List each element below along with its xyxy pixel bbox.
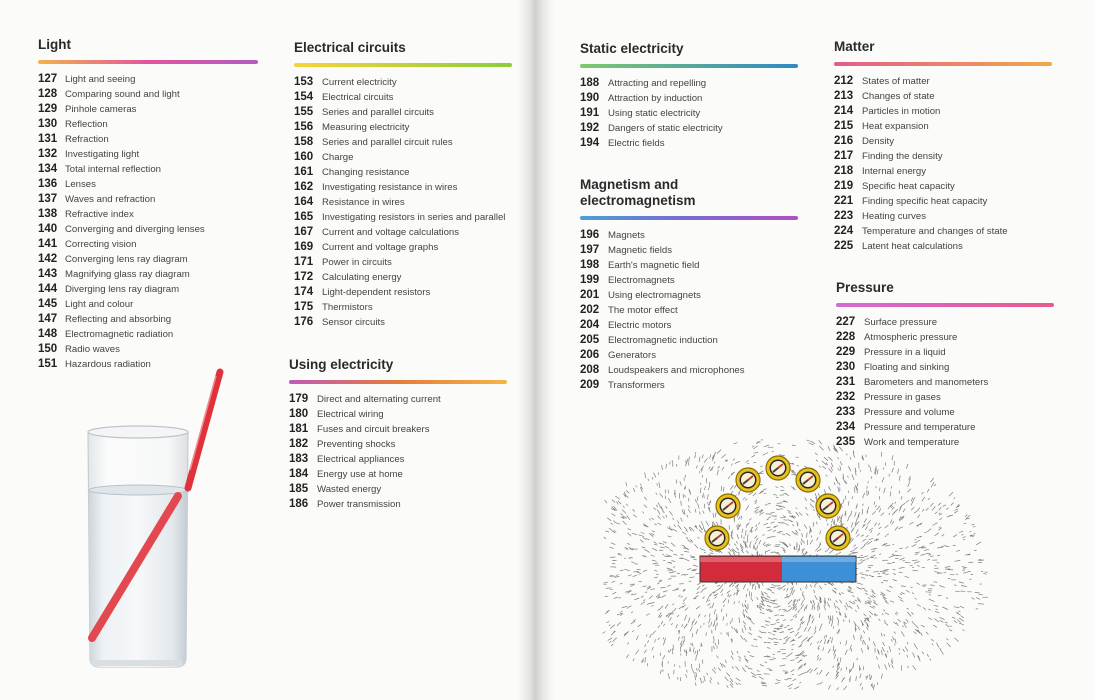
toc-entry [834, 90, 1052, 105]
toc-page-number: 171 [294, 256, 314, 268]
toc-page-number: 180 [289, 408, 309, 420]
toc-topic: Attraction by induction [608, 93, 703, 104]
compass-icon [826, 526, 850, 550]
toc-page-number: 231 [836, 376, 856, 388]
book-gutter [518, 0, 554, 700]
toc-topic: Investigating resistors in series and parallel [322, 212, 506, 223]
section-rule-using-electricity [289, 380, 507, 384]
toc-entry [289, 423, 507, 438]
toc-topic: Waves and refraction [65, 194, 156, 205]
toc-topic: Direct and alternating current [317, 394, 441, 405]
toc-page-number: 181 [289, 423, 309, 435]
section-light [38, 37, 258, 373]
toc-topic: Finding the density [862, 151, 943, 162]
toc-page-number: 129 [38, 103, 58, 115]
toc-topic: Power in circuits [322, 257, 392, 268]
toc-entry [834, 165, 1052, 180]
toc-topic: Dangers of static electricity [608, 123, 723, 134]
toc-entry [289, 438, 507, 453]
toc-entry [38, 328, 258, 343]
toc-topic: Electrical appliances [317, 454, 405, 465]
toc-entry [836, 316, 1054, 331]
toc-topic: Resistance in wires [322, 197, 405, 208]
toc-topic: Sensor circuits [322, 317, 385, 328]
toc-topic: States of matter [862, 76, 930, 87]
toc-page-number: 201 [580, 289, 600, 301]
toc-entry [580, 364, 798, 379]
toc-entry [580, 229, 798, 244]
toc-topic: Magnetic fields [608, 245, 672, 256]
toc-topic: Wasted energy [317, 484, 382, 495]
toc-page-number: 182 [289, 438, 309, 450]
magnet-field-illustration [600, 430, 1010, 690]
toc-entry [294, 181, 512, 196]
toc-topic: Internal energy [862, 166, 926, 177]
toc-page-number: 219 [834, 180, 854, 192]
toc-topic: Correcting vision [65, 239, 137, 250]
toc-entry [580, 334, 798, 349]
toc-entry [580, 122, 798, 137]
section-title-pressure: Pressure [836, 280, 894, 295]
toc-topic: Refractive index [65, 209, 134, 220]
toc-topic: Pressure and volume [864, 407, 955, 418]
toc-topic: Comparing sound and light [65, 89, 180, 100]
toc-topic: Total internal reflection [65, 164, 161, 175]
toc-page-number: 145 [38, 298, 58, 310]
toc-page-number: 169 [294, 241, 314, 253]
toc-page-number: 147 [38, 313, 58, 325]
toc-entry [289, 483, 507, 498]
toc-entry [38, 283, 258, 298]
toc-entry [38, 238, 258, 253]
toc-page-number: 223 [834, 210, 854, 222]
toc-page-number: 151 [38, 358, 58, 370]
toc-page-number: 141 [38, 238, 58, 250]
toc-entry [289, 498, 507, 513]
toc-page-number: 225 [834, 240, 854, 252]
toc-entry [38, 88, 258, 103]
toc-page-number: 213 [834, 90, 854, 102]
toc-page-number: 154 [294, 91, 314, 103]
toc-page-number: 217 [834, 150, 854, 162]
toc-page-number: 214 [834, 105, 854, 117]
toc-topic: Specific heat capacity [862, 181, 955, 192]
toc-list-using-electricity [289, 393, 507, 513]
toc-topic: Electric fields [608, 138, 665, 149]
section-rule-magnetism [580, 216, 798, 220]
toc-entry [294, 226, 512, 241]
toc-entry [294, 91, 512, 106]
toc-topic: Electric motors [608, 320, 672, 331]
section-title-electrical-circuits: Electrical circuits [294, 40, 406, 55]
toc-page-number: 143 [38, 268, 58, 280]
toc-topic: Series and parallel circuit rules [322, 137, 453, 148]
section-title-matter: Matter [834, 39, 875, 54]
toc-topic: Barometers and manometers [864, 377, 989, 388]
toc-entry [580, 137, 798, 152]
toc-page-number: 127 [38, 73, 58, 85]
toc-page-number: 212 [834, 75, 854, 87]
toc-topic: Changing resistance [322, 167, 410, 178]
toc-entry [38, 163, 258, 178]
toc-entry [294, 211, 512, 226]
toc-topic: Converging and diverging lenses [65, 224, 205, 235]
toc-page-number: 138 [38, 208, 58, 220]
toc-topic: Reflecting and absorbing [65, 314, 172, 325]
toc-page-number: 227 [836, 316, 856, 328]
section-title-static-electricity: Static electricity [580, 41, 684, 56]
compass-icon [766, 456, 790, 480]
toc-topic: Electrical circuits [322, 92, 394, 103]
toc-page-number: 199 [580, 274, 600, 286]
toc-page-number: 142 [38, 253, 58, 265]
compass-icon [716, 494, 740, 518]
toc-page-number: 144 [38, 283, 58, 295]
toc-entry [38, 148, 258, 163]
toc-page-number: 229 [836, 346, 856, 358]
toc-topic: Work and temperature [864, 437, 960, 448]
toc-page-number: 179 [289, 393, 309, 405]
toc-page-number: 156 [294, 121, 314, 133]
toc-topic: Attracting and repelling [608, 78, 707, 89]
toc-entry [38, 178, 258, 193]
toc-list-matter [834, 75, 1052, 255]
toc-entry [580, 259, 798, 274]
toc-topic: Surface pressure [864, 317, 938, 328]
toc-topic: Latent heat calculations [862, 241, 963, 252]
toc-entry [836, 406, 1054, 421]
toc-page-number: 134 [38, 163, 58, 175]
section-rule-pressure [836, 303, 1054, 307]
toc-entry [834, 75, 1052, 90]
toc-topic: Fuses and circuit breakers [317, 424, 430, 435]
toc-topic: Magnifying glass ray diagram [65, 269, 190, 280]
toc-page-number: 197 [580, 244, 600, 256]
section-rule-electrical-circuits [294, 63, 512, 67]
toc-entry [834, 210, 1052, 225]
toc-page-number: 155 [294, 106, 314, 118]
toc-topic: Magnets [608, 230, 645, 241]
toc-topic: Atmospheric pressure [864, 332, 958, 343]
toc-topic: Current and voltage calculations [322, 227, 460, 238]
toc-entry [580, 107, 798, 122]
toc-topic: Temperature and changes of state [862, 226, 1008, 237]
toc-entry [834, 195, 1052, 210]
toc-entry [294, 286, 512, 301]
toc-entry [294, 121, 512, 136]
toc-page-number: 186 [289, 498, 309, 510]
toc-topic: Floating and sinking [864, 362, 950, 373]
toc-entry [836, 346, 1054, 361]
toc-page-number: 209 [580, 379, 600, 391]
toc-topic: Calculating energy [322, 272, 402, 283]
toc-topic: Electrical wiring [317, 409, 384, 420]
toc-entry [834, 150, 1052, 165]
toc-topic: Generators [608, 350, 656, 361]
toc-page-number: 184 [289, 468, 309, 480]
toc-topic: Pinhole cameras [65, 104, 137, 115]
toc-entry [294, 151, 512, 166]
toc-topic: Radio waves [65, 344, 120, 355]
toc-page-number: 221 [834, 195, 854, 207]
toc-page-number: 206 [580, 349, 600, 361]
toc-page-number: 185 [289, 483, 309, 495]
toc-entry [38, 208, 258, 223]
toc-page-number: 228 [836, 331, 856, 343]
toc-page-number: 165 [294, 211, 314, 223]
toc-page-number: 174 [294, 286, 314, 298]
toc-topic: Density [862, 136, 894, 147]
toc-topic: Reflection [65, 119, 108, 130]
toc-topic: Investigating resistance in wires [322, 182, 458, 193]
toc-list-electrical-circuits [294, 76, 512, 331]
toc-topic: Pressure in gases [864, 392, 941, 403]
toc-page-number: 176 [294, 316, 314, 328]
toc-page-number: 235 [836, 436, 856, 448]
toc-topic: Transformers [608, 380, 665, 391]
toc-topic: Electromagnetic induction [608, 335, 718, 346]
toc-page-number: 192 [580, 122, 600, 134]
toc-page-number: 158 [294, 136, 314, 148]
toc-page-number: 162 [294, 181, 314, 193]
toc-page-number: 137 [38, 193, 58, 205]
toc-topic: Current electricity [322, 77, 397, 88]
toc-topic: Light and seeing [65, 74, 136, 85]
toc-page-number: 183 [289, 453, 309, 465]
toc-page-number: 224 [834, 225, 854, 237]
toc-entry [38, 133, 258, 148]
toc-page-number: 216 [834, 135, 854, 147]
toc-page-number: 153 [294, 76, 314, 88]
toc-page-number: 205 [580, 334, 600, 346]
toc-entry [294, 301, 512, 316]
toc-page-number: 175 [294, 301, 314, 313]
toc-page-number: 161 [294, 166, 314, 178]
toc-topic: Measuring electricity [322, 122, 410, 133]
toc-page-number: 164 [294, 196, 314, 208]
section-title-light: Light [38, 37, 71, 52]
toc-topic: The motor effect [608, 305, 678, 316]
compass-icon [796, 468, 820, 492]
toc-topic: Investigating light [65, 149, 140, 160]
toc-topic: Changes of state [862, 91, 935, 102]
toc-entry [580, 304, 798, 319]
toc-page-number: 148 [38, 328, 58, 340]
toc-topic: Diverging lens ray diagram [65, 284, 180, 295]
toc-entry [580, 319, 798, 334]
toc-page-number: 194 [580, 137, 600, 149]
toc-topic: Electromagnets [608, 275, 675, 286]
toc-page-number: 130 [38, 118, 58, 130]
toc-topic: Finding specific heat capacity [862, 196, 988, 207]
toc-entry [580, 77, 798, 92]
toc-entry [834, 240, 1052, 255]
toc-entry [836, 331, 1054, 346]
toc-entry [294, 136, 512, 151]
toc-topic: Particles in motion [862, 106, 941, 117]
toc-page-number: 204 [580, 319, 600, 331]
toc-topic: Using static electricity [608, 108, 701, 119]
toc-page-number: 150 [38, 343, 58, 355]
section-pressure [836, 280, 1054, 451]
toc-topic: Using electromagnets [608, 290, 701, 301]
toc-page-number: 136 [38, 178, 58, 190]
section-rule-matter [834, 62, 1052, 66]
toc-page-number: 208 [580, 364, 600, 376]
toc-page-number: 140 [38, 223, 58, 235]
toc-topic: Light-dependent resistors [322, 287, 431, 298]
toc-topic: Thermistors [322, 302, 373, 313]
toc-topic: Power transmission [317, 499, 401, 510]
toc-entry [294, 166, 512, 181]
toc-topic: Converging lens ray diagram [65, 254, 188, 265]
toc-entry [834, 180, 1052, 195]
toc-page-number: 198 [580, 259, 600, 271]
toc-entry [38, 193, 258, 208]
toc-page-number: 202 [580, 304, 600, 316]
toc-entry [836, 376, 1054, 391]
toc-entry [580, 244, 798, 259]
toc-entry [38, 73, 258, 88]
section-using-electricity [289, 357, 507, 513]
toc-page-number: 215 [834, 120, 854, 132]
toc-entry [38, 118, 258, 133]
toc-entry [38, 268, 258, 283]
compass-icon [816, 494, 840, 518]
toc-entry [580, 379, 798, 394]
toc-entry [289, 408, 507, 423]
toc-page-number: 191 [580, 107, 600, 119]
toc-topic: Lenses [65, 179, 96, 190]
section-title-magnetism: Magnetism and electromagnetism [580, 177, 696, 208]
section-magnetism [580, 177, 798, 394]
section-title-using-electricity: Using electricity [289, 357, 394, 372]
toc-topic: Preventing shocks [317, 439, 396, 450]
toc-entry [38, 103, 258, 118]
toc-page-number: 234 [836, 421, 856, 433]
toc-page-number: 131 [38, 133, 58, 145]
glass-icon [88, 426, 188, 667]
toc-entry [580, 92, 798, 107]
section-static-electricity [580, 41, 798, 152]
toc-entry [580, 349, 798, 364]
toc-topic: Light and colour [65, 299, 134, 310]
toc-entry [294, 106, 512, 121]
toc-entry [834, 105, 1052, 120]
toc-page-number: 172 [294, 271, 314, 283]
toc-page-number: 167 [294, 226, 314, 238]
toc-entry [294, 256, 512, 271]
section-electrical-circuits [294, 40, 512, 331]
toc-topic: Loudspeakers and microphones [608, 365, 745, 376]
toc-topic: Pressure in a liquid [864, 347, 946, 358]
toc-page-number: 190 [580, 92, 600, 104]
toc-entry [294, 316, 512, 331]
toc-entry [289, 393, 507, 408]
toc-entry [834, 120, 1052, 135]
compass-icon [736, 468, 760, 492]
toc-page-number: 196 [580, 229, 600, 241]
toc-entry [580, 289, 798, 304]
toc-entry [38, 298, 258, 313]
toc-topic: Energy use at home [317, 469, 403, 480]
section-rule-static-electricity [580, 64, 798, 68]
toc-entry [836, 391, 1054, 406]
toc-entry [834, 135, 1052, 150]
toc-page-number: 232 [836, 391, 856, 403]
toc-entry [38, 313, 258, 328]
toc-topic: Charge [322, 152, 354, 163]
compass-icon [705, 526, 729, 550]
toc-entry [289, 453, 507, 468]
toc-topic: Electromagnetic radiation [65, 329, 174, 340]
toc-entry [294, 271, 512, 286]
toc-topic: Hazardous radiation [65, 359, 151, 370]
section-matter [834, 39, 1052, 255]
toc-entry [834, 225, 1052, 240]
toc-topic: Heat expansion [862, 121, 929, 132]
toc-topic: Current and voltage graphs [322, 242, 439, 253]
toc-topic: Heating curves [862, 211, 926, 222]
toc-list-static-electricity [580, 77, 798, 152]
toc-topic: Refraction [65, 134, 109, 145]
toc-topic: Pressure and temperature [864, 422, 976, 433]
toc-list-light [38, 73, 258, 373]
toc-page-number: 233 [836, 406, 856, 418]
toc-entry [38, 223, 258, 238]
toc-entry [38, 343, 258, 358]
toc-list-magnetism [580, 229, 798, 394]
toc-page-number: 160 [294, 151, 314, 163]
toc-entry [836, 361, 1054, 376]
toc-entry [580, 274, 798, 289]
section-rule-light [38, 60, 258, 64]
toc-page-number: 128 [38, 88, 58, 100]
toc-entry [38, 253, 258, 268]
glass-with-straw-illustration [70, 360, 230, 680]
toc-entry [294, 76, 512, 91]
toc-page-number: 230 [836, 361, 856, 373]
toc-page-number: 188 [580, 77, 600, 89]
bar-magnet-icon [700, 556, 856, 582]
toc-entry [294, 241, 512, 256]
toc-page-number: 132 [38, 148, 58, 160]
toc-page-number: 218 [834, 165, 854, 177]
toc-topic: Earth's magnetic field [608, 260, 700, 271]
toc-topic: Series and parallel circuits [322, 107, 434, 118]
toc-entry [294, 196, 512, 211]
toc-entry [289, 468, 507, 483]
